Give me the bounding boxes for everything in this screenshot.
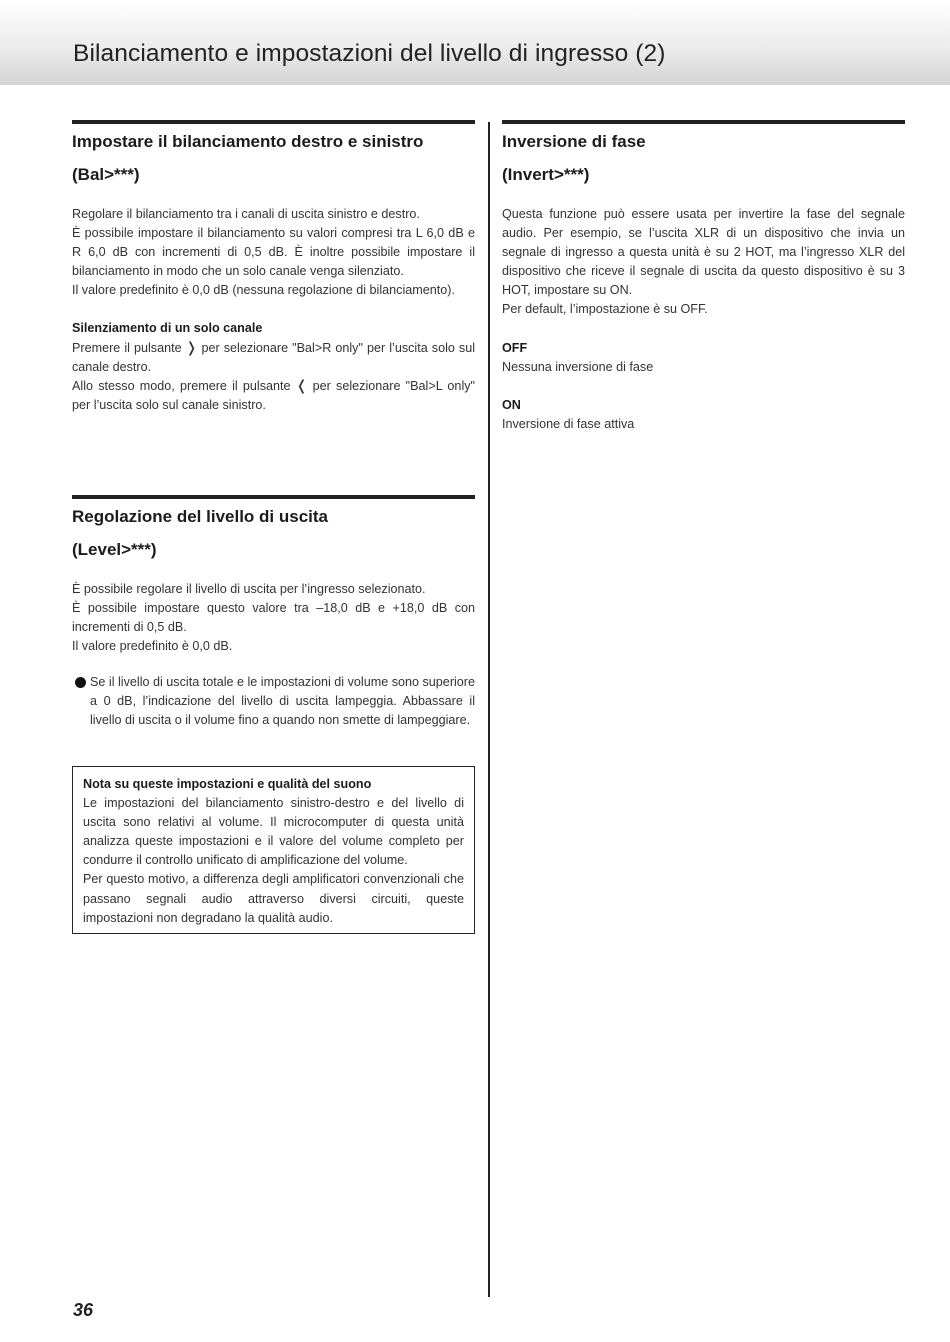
level-bullet-text: Se il livello di uscita totale e le impostazioni di volume sono superiore a 0 dB, l’indicazione del livello di uscita lampeggia. Abbassare il livello di uscita o il volume fino a quando non smette di lampeggiare.	[90, 675, 476, 728]
chevron-left-icon: ❬	[295, 376, 308, 393]
level-paragraph-1: È possibile regolare il livello di uscita per l’ingresso selezionato.	[72, 582, 426, 596]
invert-off-label: OFF	[502, 340, 528, 355]
invert-subtitle: (Invert>***)	[502, 165, 590, 184]
invert-title: Inversione di fase	[502, 132, 646, 151]
balance-section	[72, 120, 475, 415]
invert-on-desc: Inversione di fase attiva	[502, 416, 635, 431]
mute-paragraph-1	[72, 339, 475, 377]
invert-off-desc: Nessuna inversione di fase	[502, 359, 654, 374]
mute-heading: Silenziamento di un solo canale	[72, 321, 263, 336]
note-heading: Nota su queste impostazioni e qualità del suono	[83, 777, 372, 791]
invert-section	[502, 120, 905, 434]
level-subtitle: (Level>***)	[72, 540, 157, 559]
bullet-icon	[75, 677, 86, 688]
mute-text-1a: Premere il pulsante	[72, 340, 182, 355]
invert-paragraph-2: Per default, l’impostazione è su OFF.	[502, 302, 708, 317]
column-divider	[488, 122, 490, 1297]
level-paragraph-2: È possibile impostare questo valore tra –18,0 dB e +18,0 dB con incrementi di 0,5 dB.	[72, 601, 475, 635]
note-box	[72, 766, 475, 934]
balance-paragraph-1: Regolare il bilanciamento tra i canali di uscita sinistro e destro.	[72, 207, 420, 221]
chevron-right-icon: ❭	[185, 338, 198, 355]
invert-on-label: ON	[502, 397, 521, 412]
balance-subtitle: (Bal>***)	[72, 165, 140, 184]
level-section	[72, 495, 475, 656]
page-title: Bilanciamento e impostazioni del livello di ingresso (2)	[73, 40, 666, 67]
note-paragraph-2: Per questo motivo, a differenza degli amplificatori convenzionali che passano segnali audio attraverso diversi circuiti, queste impostazioni non degradano la qualità audio.	[83, 872, 464, 925]
page-number: 36	[73, 1300, 94, 1320]
balance-title: Impostare il bilanciamento destro e sinistro	[72, 132, 424, 151]
level-title: Regolazione del livello di uscita	[72, 507, 329, 526]
mute-text-1b: per selezionare "Bal>R only" per l’uscita solo sul canale destro.	[72, 340, 476, 374]
page-header	[0, 0, 950, 85]
mute-text-2a: Allo stesso modo, premere il pulsante	[72, 378, 291, 393]
note-paragraph-1: Le impostazioni del bilanciamento sinistro-destro e del livello di uscita sono relativi al volume. Il microcomputer di questa unità analizza queste impostazioni e il valore del volume completo per condurre il controllo unificato di amplificazione del volume.	[83, 796, 464, 868]
balance-paragraph-2: È possibile impostare il bilanciamento su valori compresi tra L 6,0 dB e R 6,0 dB con incrementi di 0,5 dB. È inoltre possibile impostare il bilanciamento in modo che un solo canale venga silenziato.	[72, 226, 475, 279]
level-paragraph-3: Il valore predefinito è 0,0 dB.	[72, 639, 233, 654]
invert-paragraph-1: Questa funzione può essere usata per invertire la fase del segnale audio. Per esempio, se l’uscita XLR di un dispositivo che invia un segnale di ingresso a questa unità è su 2 HOT, ma l’ingresso XLR del dispositivo che riceve il segnale di uscita da questo dispositivo è su 3 HOT, impostare su ON.	[502, 207, 905, 298]
balance-paragraph-3: Il valore predefinito è 0,0 dB (nessuna regolazione di bilanciamento).	[72, 283, 455, 298]
mute-paragraph-2	[72, 377, 475, 415]
mute-text-2b: per selezionare "Bal>L only" per l’uscita solo sul canale sinistro.	[72, 378, 476, 412]
